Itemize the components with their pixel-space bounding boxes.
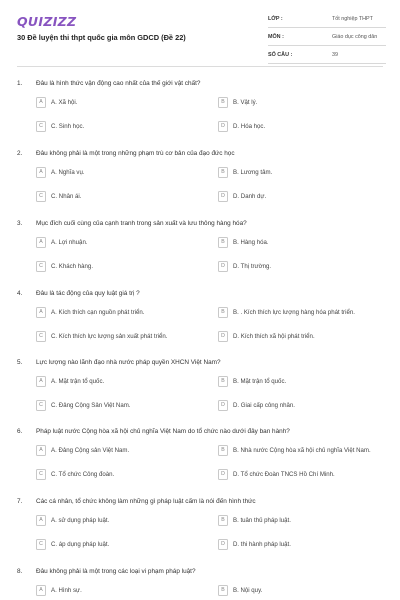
option-letter-badge: A <box>36 376 46 387</box>
option-letter-badge: C <box>36 261 46 272</box>
option-c[interactable] <box>36 190 81 202</box>
option-a[interactable] <box>36 306 145 318</box>
option-d[interactable] <box>218 120 265 132</box>
option-letter-badge: D <box>218 539 228 550</box>
option-letter-badge: C <box>36 121 46 132</box>
meta-key: LỚP : <box>268 16 283 22</box>
option-text: A. Nghĩa vụ. <box>51 168 85 176</box>
question-text: Đâu không phải là một trong những phạm trù cơ bản của đạo đức học <box>36 150 235 157</box>
option-text: C. Khách hàng. <box>51 262 94 270</box>
question-number: 8. <box>17 568 23 575</box>
option-letter-badge: D <box>218 331 228 342</box>
option-letter-badge: C <box>36 191 46 202</box>
option-text: D. Kích thích xã hội phát triển. <box>233 332 315 340</box>
option-text: B. Nhà nước Cộng hòa xã hội chủ nghĩa Việt Nam. <box>233 446 371 454</box>
option-b[interactable] <box>218 444 371 456</box>
option-letter-badge: B <box>218 445 228 456</box>
option-d[interactable] <box>218 260 271 272</box>
option-b[interactable] <box>218 96 257 108</box>
meta-key: SỐ CÂU : <box>268 52 293 58</box>
meta-row-subject <box>268 32 386 46</box>
option-a[interactable] <box>36 96 77 108</box>
meta-row-question-count <box>268 50 386 64</box>
option-letter-badge: D <box>218 469 228 480</box>
meta-value: Tốt nghiệp THPT <box>332 16 373 22</box>
option-d[interactable] <box>218 399 295 411</box>
question-number: 3. <box>17 220 23 227</box>
option-letter-badge: B <box>218 237 228 248</box>
option-b[interactable] <box>218 166 272 178</box>
option-letter-badge: A <box>36 515 46 526</box>
option-text: C. áp dụng pháp luật. <box>51 540 110 548</box>
option-a[interactable] <box>36 514 109 526</box>
option-text: B. Nội quy. <box>233 586 263 594</box>
option-letter-badge: A <box>36 585 46 596</box>
option-text: D. Tổ chức Đoàn TNCS Hồ Chí Minh. <box>233 470 335 478</box>
option-text: D. Hóa học. <box>233 122 266 130</box>
option-text: D. thi hành pháp luật. <box>233 540 291 548</box>
option-letter-badge: D <box>218 121 228 132</box>
question-number: 1. <box>17 80 23 87</box>
option-letter-badge: B <box>218 307 228 318</box>
header-divider <box>17 66 383 67</box>
option-letter-badge: A <box>36 167 46 178</box>
question-number: 7. <box>17 498 23 505</box>
question-text: Pháp luật nước Cộng hòa xã hội chủ nghĩa Việt Nam do tổ chức nào dưới đây ban hành? <box>36 428 290 435</box>
option-letter-badge: B <box>218 167 228 178</box>
option-d[interactable] <box>218 190 266 202</box>
option-text: B. Lương tâm. <box>233 168 273 176</box>
option-b[interactable] <box>218 584 262 596</box>
question-text: Lực lượng nào lãnh đạo nhà nước pháp quyền XHCN Việt Nam? <box>36 359 221 366</box>
option-b[interactable] <box>218 375 286 387</box>
quizizz-logo: QUIZIZZ <box>17 14 77 29</box>
option-text: A. Mặt trận tổ quốc. <box>51 377 105 385</box>
meta-value: Giáo dục công dân <box>332 34 378 40</box>
option-text: B. Vật lý. <box>233 98 258 106</box>
option-letter-badge: C <box>36 469 46 480</box>
option-a[interactable] <box>36 584 82 596</box>
option-letter-badge: C <box>36 331 46 342</box>
option-text: C. Tổ chức Công đoàn. <box>51 470 115 478</box>
option-letter-badge: B <box>218 376 228 387</box>
meta-row-class <box>268 14 386 28</box>
question-text: Đâu là hình thức vận động cao nhất của thế giới vật chất? <box>36 80 201 87</box>
question-text: Đâu không phải là một trong các loại vi phạm pháp luật? <box>36 568 196 575</box>
document-title: 30 Đề luyện thi thpt quốc gia môn GDCD (Đề 22) <box>17 33 186 42</box>
option-text: A. Kích thích cạn nguồn phát triển. <box>51 308 145 316</box>
option-letter-badge: A <box>36 445 46 456</box>
option-text: A. Hình sự. <box>51 586 82 594</box>
option-a[interactable] <box>36 375 104 387</box>
option-text: A. sử dụng pháp luật. <box>51 516 110 524</box>
option-text: A. Xã hội. <box>51 98 78 106</box>
option-text: D. Thị trường. <box>233 262 272 270</box>
meta-value: 39 <box>332 52 338 58</box>
option-text: C. Sinh học. <box>51 122 85 130</box>
option-c[interactable] <box>36 399 131 411</box>
option-letter-badge: A <box>36 307 46 318</box>
option-c[interactable] <box>36 330 167 342</box>
option-text: B. tuân thủ pháp luật. <box>233 516 291 524</box>
option-letter-badge: D <box>218 191 228 202</box>
option-text: A. Đảng Cộng sản Việt Nam. <box>51 446 130 454</box>
meta-key: MÔN : <box>268 34 284 40</box>
option-d[interactable] <box>218 538 291 550</box>
question-number: 6. <box>17 428 23 435</box>
option-b[interactable] <box>218 514 291 526</box>
meta-info <box>268 14 386 68</box>
option-c[interactable] <box>36 538 109 550</box>
option-b[interactable] <box>218 306 355 318</box>
question-number: 4. <box>17 290 23 297</box>
option-text: C. Kích thích lực lượng sản xuất phát triển. <box>51 332 168 340</box>
option-letter-badge: B <box>218 515 228 526</box>
option-letter-badge: A <box>36 237 46 248</box>
option-letter-badge: B <box>218 585 228 596</box>
option-a[interactable] <box>36 166 85 178</box>
option-b[interactable] <box>218 236 269 248</box>
question-text: Mục đích cuối cùng của cạnh tranh trong sản xuất và lưu thông hàng hóa? <box>36 220 247 227</box>
question-text: Các cá nhân, tổ chức không làm những gì pháp luật cấm là nói đến hình thức <box>36 498 256 505</box>
option-c[interactable] <box>36 120 84 132</box>
option-letter-badge: D <box>218 261 228 272</box>
option-d[interactable] <box>218 468 335 480</box>
option-text: C. Đảng Cộng Sản Việt Nam. <box>51 401 131 409</box>
option-text: D. Giai cấp công nhân. <box>233 401 295 409</box>
option-text: B. Hàng hóa. <box>233 238 269 246</box>
question-number: 2. <box>17 150 23 157</box>
option-text: C. Nhân ái. <box>51 192 82 200</box>
option-letter-badge: C <box>36 400 46 411</box>
question-number: 5. <box>17 359 23 366</box>
option-letter-badge: A <box>36 97 46 108</box>
option-c[interactable] <box>36 468 114 480</box>
option-text: B. Mặt trận tổ quốc. <box>233 377 287 385</box>
option-d[interactable] <box>218 330 315 342</box>
option-text: B. . Kích thích lực lượng hàng hóa phát triển. <box>233 308 355 316</box>
question-text: Đâu là tác động của quy luật giá trị ? <box>36 290 140 297</box>
option-text: D. Danh dự. <box>233 192 267 200</box>
option-letter-badge: C <box>36 539 46 550</box>
option-a[interactable] <box>36 236 88 248</box>
option-text: A. Lợi nhuận. <box>51 238 88 246</box>
option-c[interactable] <box>36 260 93 272</box>
option-letter-badge: B <box>218 97 228 108</box>
option-a[interactable] <box>36 444 129 456</box>
option-letter-badge: D <box>218 400 228 411</box>
